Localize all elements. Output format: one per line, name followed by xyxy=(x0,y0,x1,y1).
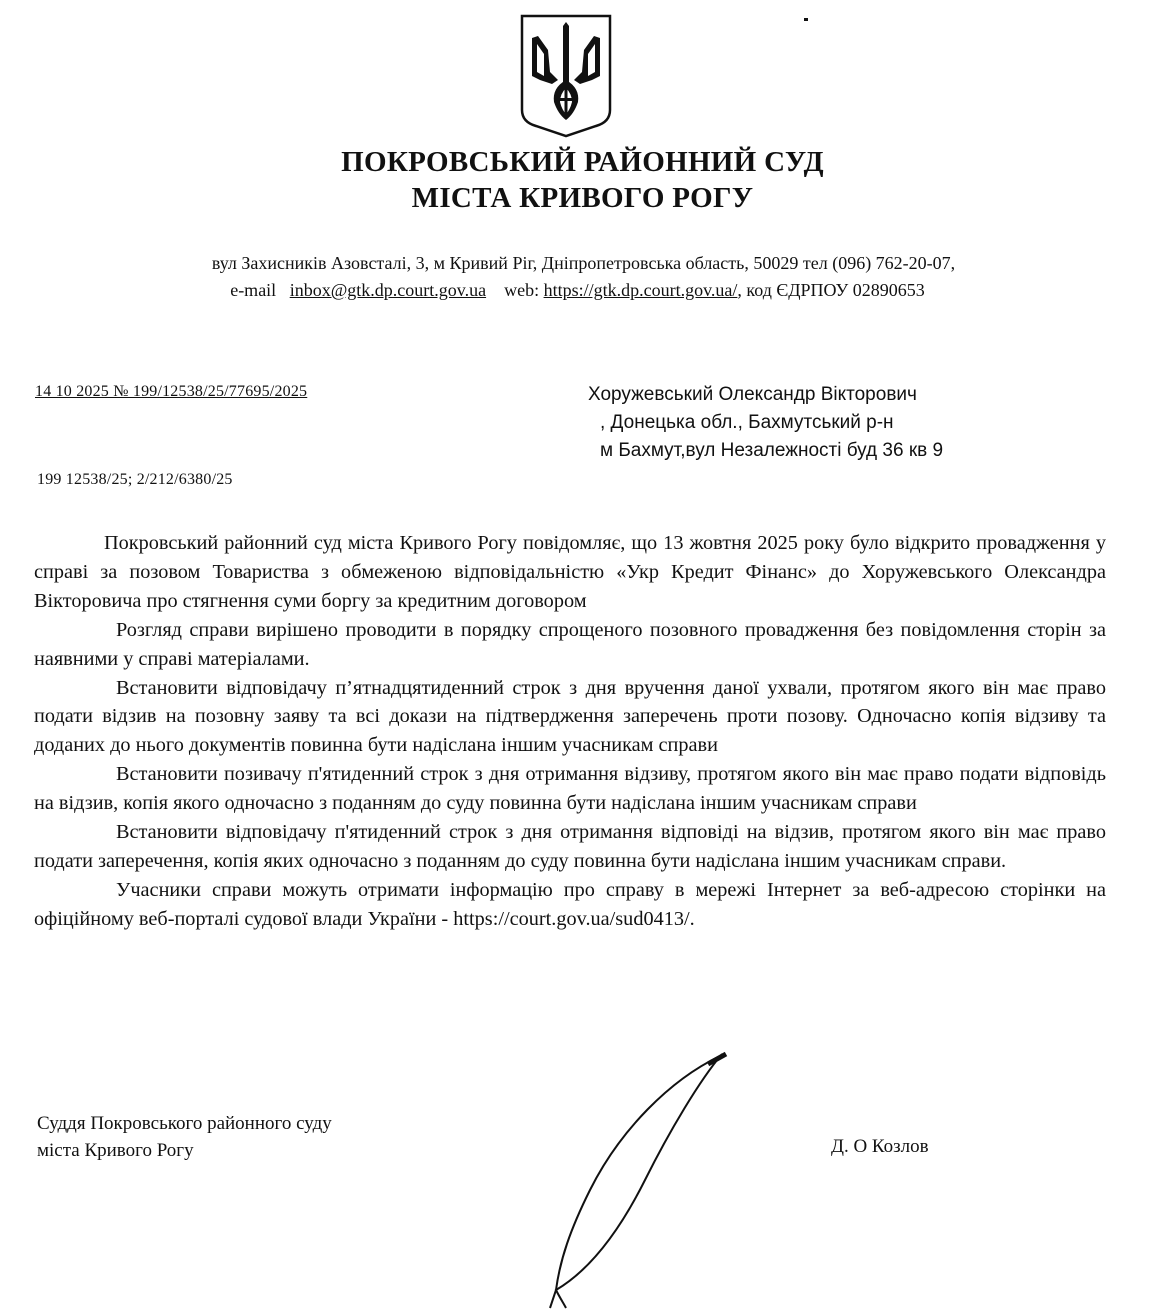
judge-title-line1: Суддя Покровського районного суду xyxy=(37,1113,332,1134)
ukraine-coat-of-arms-icon xyxy=(518,10,614,138)
court-name-line2: МІСТА КРИВОГО РОГУ xyxy=(411,182,754,214)
edrpou-code: , код ЄДРПОУ 02890653 xyxy=(737,280,925,300)
paragraph-notice: Покровський районний суд міста Кривого Рогу повідомляє, що 13 жовтня 2025 року було відкрито провадження у справі за позовом Товариства з обмеженою відповідальністю «Укр Кредит Фінанс» до Хоружевського Олександра Вікторовича про стягнення суми боргу за кредитним договором xyxy=(34,532,1106,612)
court-online-contacts xyxy=(0,277,1155,304)
paragraph-objection-deadline: Встановити відповідачу п'ятиденний строк з дня отримання відповіді на відзив, протягом якого він має право подати заперечення, копія яких одночасно з поданням до суду повинна бути надіслана іншим учасникам справи. xyxy=(34,821,1106,872)
paragraph-online-info: Учасники справи можуть отримати інформацію про справу в мережі Інтернет за веб-адресою сторінки на офіційному веб-порталі судової влади України - https://court.gov.ua/sud0413/. xyxy=(34,878,1106,930)
recipient-name: Хоружевський Олександр Вікторович xyxy=(588,384,917,405)
judge-name: Д. О Козлов xyxy=(831,1136,929,1157)
judge-title-line2: міста Кривого Рогу xyxy=(37,1140,194,1161)
handwritten-signature-icon xyxy=(470,1050,750,1311)
court-address: вул Захисників Азовсталі, 3, м Кривий Ріг, Дніпропетровська область, 50029 тел (096) 762-20-07, xyxy=(211,253,956,273)
court-contacts xyxy=(0,250,1155,304)
recipient-block xyxy=(588,381,943,465)
court-title xyxy=(0,144,1155,216)
case-numbers: 199 12538/25; 2/212/6380/25 xyxy=(37,471,233,488)
email-link[interactable]: inbox@gtk.dp.court.gov.ua xyxy=(289,280,487,300)
letter-body xyxy=(34,529,1106,934)
paragraph-procedure: Розгляд справи вирішено проводити в порядку спрощеного позовного провадження без повідомлення сторін за наявними у справі матеріалами. xyxy=(34,618,1106,670)
scan-speck xyxy=(804,18,808,21)
recipient-region: , Донецька обл., Бахмутський р-н xyxy=(600,412,894,433)
court-name-line1: ПОКРОВСЬКИЙ РАЙОННИЙ СУД xyxy=(341,146,824,178)
judge-title xyxy=(37,1110,332,1164)
web-label: web: xyxy=(504,280,540,300)
paragraph-plaintiff-deadline: Встановити позивачу п'ятиденний строк з дня отримання відзиву, протягом якого він має право подати відповідь на відзив, копія якого одночасно з поданням до суду повинна бути надіслана іншим учасникам справи xyxy=(34,763,1106,815)
website-link[interactable]: https://gtk.dp.court.gov.ua/ xyxy=(543,280,738,300)
email-label: e-mail xyxy=(230,280,277,300)
outgoing-number: 14 10 2025 № 199/12538/25/77695/2025 xyxy=(35,383,308,400)
paragraph-defendant-deadline: Встановити відповідачу п’ятнадцятиденний строк з дня вручення даної ухвали, протягом якого він має право подати відзив на позовну заяву та всі докази на підтвердження заперечень проти позову. Одночасно копія відзиву та доданих до нього документів повинна бути надіслана іншим учасникам справи xyxy=(34,676,1106,757)
recipient-address: м Бахмут,вул Незалежності буд 36 кв 9 xyxy=(600,440,944,461)
